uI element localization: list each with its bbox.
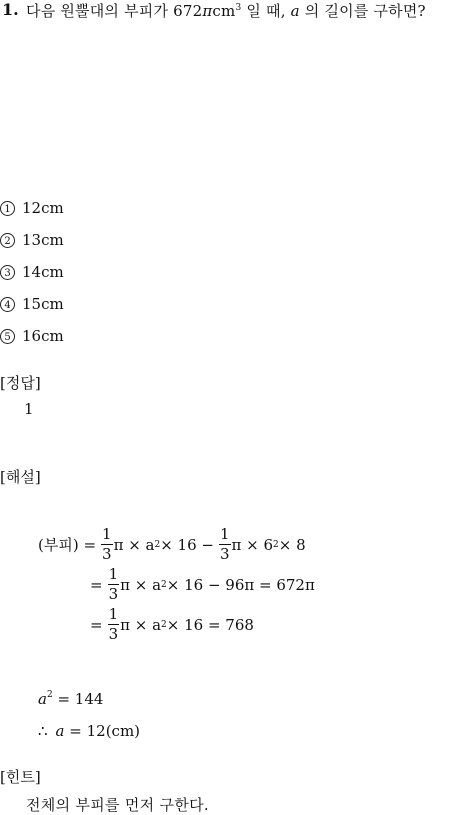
choice-text: 14cm	[22, 263, 64, 281]
fraction: $\frac{1}{3}$	[108, 565, 119, 603]
hint-label: [힌트]	[0, 768, 41, 786]
choice-3[interactable]	[0, 263, 64, 281]
choice-marker: 5	[0, 329, 15, 344]
hint-text: 전체의 부피를 먼저 구한다.	[26, 796, 209, 814]
choice-text: 12cm	[22, 199, 64, 217]
fraction: $\frac{1}{3}$	[108, 605, 119, 643]
fraction: $\frac{1}{3}$	[219, 525, 230, 563]
question-text: 다음 원뿔대의 부피가 672πcm$^3$ 일 때, a 의 길이를 구하면?	[26, 2, 426, 20]
choice-marker: 2	[0, 233, 15, 248]
choice-text: 16cm	[22, 327, 64, 345]
choice-4[interactable]	[0, 295, 64, 313]
question-number: 1.	[2, 0, 19, 19]
choice-marker: 1	[0, 201, 15, 216]
solution-line-2: = $\frac{1}{3}$ π × a 2 × 16 − 96π = 672π	[90, 565, 315, 603]
solution-line-1: (부피) = $\frac{1}{3}$ π × a 2 × 16 − $\frac{1}{3}$ π × 6 2 × 8	[38, 525, 306, 563]
answer-value: 1	[24, 400, 34, 418]
choice-marker: 4	[0, 297, 15, 312]
equation-final: ∴ a = 12(cm)	[38, 722, 141, 740]
solution-line-3: = $\frac{1}{3}$ π × a 2 × 16 = 768	[90, 605, 254, 643]
choice-text: 15cm	[22, 295, 64, 313]
fraction: $\frac{1}{3}$	[102, 525, 112, 563]
answer-label: [정답]	[0, 374, 41, 392]
choice-text: 13cm	[22, 231, 64, 249]
equation-a-squared: $a^2 = 144$	[38, 690, 104, 708]
choice-marker: 3	[0, 265, 15, 280]
choice-5[interactable]	[0, 327, 64, 345]
explanation-label: [해설]	[0, 468, 41, 486]
choice-2[interactable]	[0, 231, 64, 249]
choice-1[interactable]	[0, 199, 64, 217]
